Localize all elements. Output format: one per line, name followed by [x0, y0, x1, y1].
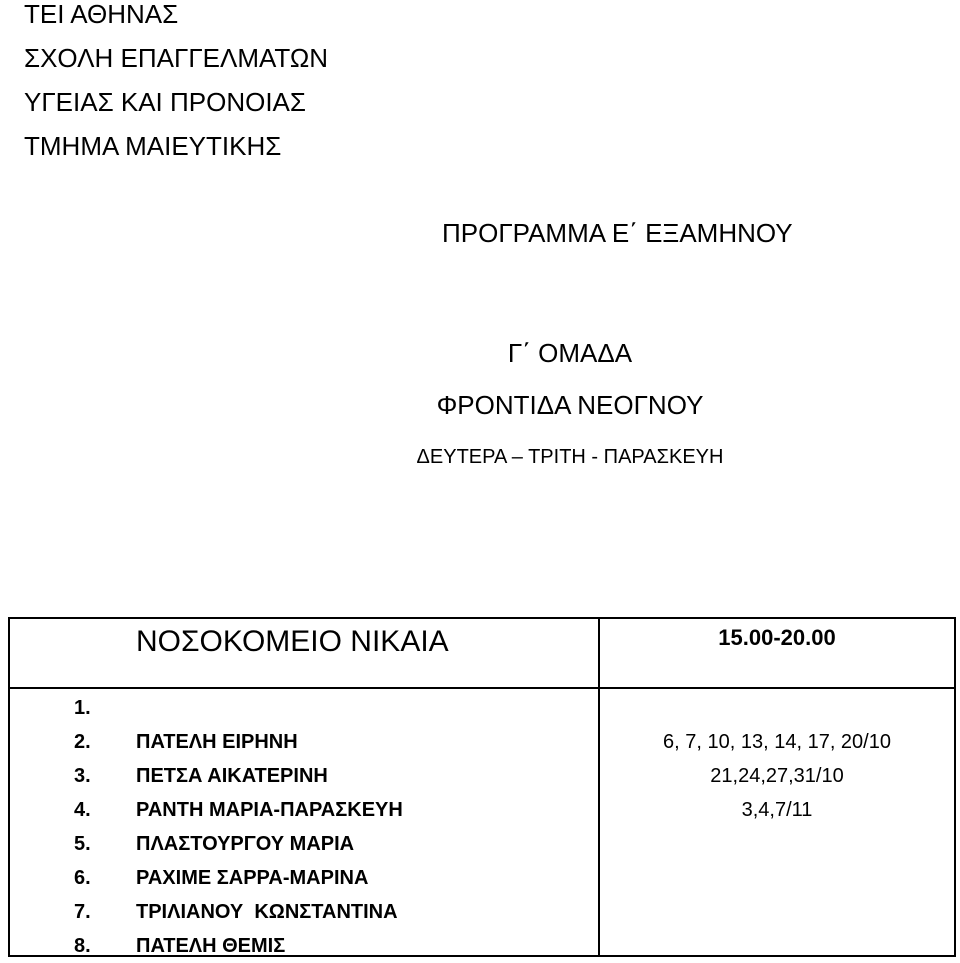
- group-days: ΔΕΥΤΕΡΑ – ΤΡΙΤΗ - ΠΑΡΑΣΚΕΥΗ: [416, 446, 724, 468]
- institution-header: [24, 0, 328, 168]
- group-subtitle: ΦΡΟΝΤΙΔΑ ΝΕΟΓΝΟΥ: [436, 390, 704, 420]
- student-name: ΠΑΤΕΛΗ ΕΙΡΗΝΗ: [136, 731, 298, 753]
- list-item: [74, 827, 403, 861]
- student-number: 5.: [74, 833, 91, 855]
- student-number: 1.: [74, 697, 91, 719]
- shift-hours: 15.00-20.00: [718, 625, 836, 650]
- student-number: 4.: [74, 799, 91, 821]
- date-list: [600, 725, 954, 827]
- student-list: [74, 691, 403, 963]
- student-number: 2.: [74, 731, 91, 753]
- program-title: ΠΡΟΓΡΑΜΜΑ Ε΄ ΕΞΑΜΗΝΟΥ: [442, 218, 793, 248]
- student-number: 7.: [74, 901, 91, 923]
- student-name: ΡΑΝΤΗ ΜΑΡΙΑ-ΠΑΡΑΣΚΕΥΗ: [136, 799, 403, 821]
- student-name: ΠΕΤΣΑ ΑΙΚΑΤΕΡΙΝΗ: [136, 765, 328, 787]
- list-item: [74, 725, 403, 759]
- list-item: [74, 759, 403, 793]
- header-line-institution: ΤΕΙ ΑΘΗΝΑΣ: [24, 0, 179, 29]
- date-line: 6, 7, 10, 13, 14, 17, 20/10: [663, 731, 891, 753]
- student-number: 6.: [74, 867, 91, 889]
- list-item: [74, 793, 403, 827]
- list-item: [74, 691, 403, 725]
- header-line-department: ΤΜΗΜΑ ΜΑΙΕΥΤΙΚΗΣ: [24, 131, 282, 161]
- list-item: [74, 895, 403, 929]
- student-number: 3.: [74, 765, 91, 787]
- list-item: [74, 861, 403, 895]
- student-number: 8.: [74, 935, 91, 957]
- group-title: Γ΄ ΟΜΑΔΑ: [507, 338, 633, 368]
- schedule-table: [8, 617, 956, 957]
- table-row-divider: [10, 687, 954, 689]
- student-name: ΠΛΑΣΤΟΥΡΓΟΥ ΜΑΡΙΑ: [136, 833, 355, 855]
- student-name: ΠΑΤΕΛΗ ΘΕΜΙΣ: [136, 935, 286, 957]
- hospital-name: ΝΟΣΟΚΟΜΕΙΟ ΝΙΚΑΙΑ: [136, 625, 449, 658]
- list-item: [74, 929, 403, 963]
- student-name: ΤΡΙΛΙΑΝΟΥ ΚΩΝΣΤΑΝΤΙΝΑ: [136, 901, 398, 923]
- date-line: 3,4,7/11: [741, 799, 813, 821]
- student-name: ΡΑΧΙΜΕ ΣΑΡΡΑ-ΜΑΡΙΝΑ: [136, 867, 369, 889]
- header-line-school-cont: ΥΓΕΙΑΣ ΚΑΙ ΠΡΟΝΟΙΑΣ: [24, 87, 306, 117]
- header-line-school: ΣΧΟΛΗ ΕΠΑΓΓΕΛΜΑΤΩΝ: [24, 43, 329, 73]
- date-line: 21,24,27,31/10: [710, 765, 844, 787]
